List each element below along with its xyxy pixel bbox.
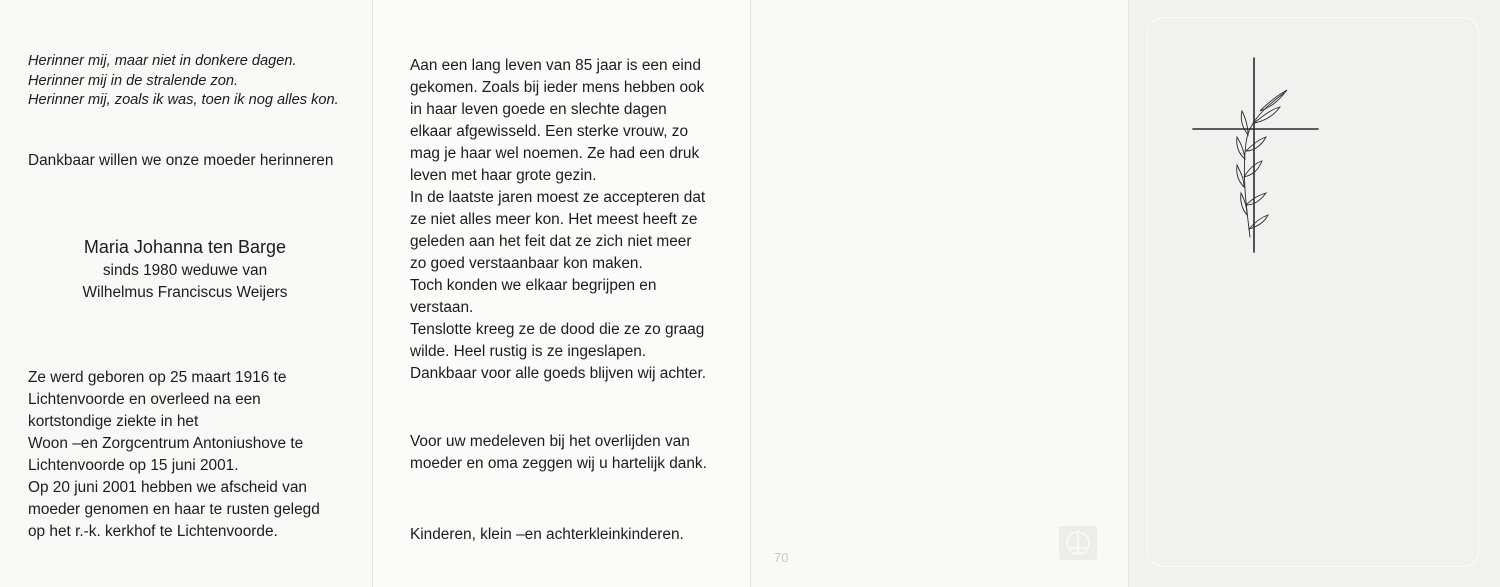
signature-text: Kinderen, klein –en achterkleinkinderen. (410, 526, 684, 543)
tribute-line: In de laatste jaren moest ze accepteren dat (410, 189, 706, 206)
cross-with-olive-branch-icon (1190, 55, 1330, 260)
biography-line: Lichtenvoorde op 15 juni 2001. (28, 457, 239, 474)
tribute-line: gekomen. Zoals bij ieder mens hebben ook (410, 79, 705, 96)
deceased-name: Maria Johanna ten Barge (83, 237, 287, 257)
tribute-line: ze niet alles meer kon. Het meest heeft ze (410, 211, 698, 228)
tribute-line: verstaan. (410, 299, 474, 316)
condolence-line: Voor uw medeleven bij het overlijden van (410, 433, 690, 450)
fold-line (1128, 0, 1129, 587)
blank-panel (750, 0, 1128, 587)
poem-line: Herinner mij in de stralende zon. (28, 72, 239, 89)
biography-line: op het r.-k. kerkhof te Lichtenvoorde. (28, 523, 278, 540)
page-number: 70 (774, 550, 789, 565)
tribute-line: in haar leven goede en slechte dagen (410, 101, 667, 118)
fold-line (372, 0, 373, 587)
biography-line: Lichtenvoorde en overleed na een (28, 391, 261, 408)
tribute-line: elkaar afgewisseld. Een sterke vrouw, zo (410, 123, 689, 140)
tribute-text (410, 55, 706, 385)
poem-line: Herinner mij, zoals ik was, toen ik nog alles kon. (28, 92, 339, 108)
dedication-text: Dankbaar willen we onze moeder herinneren (28, 152, 334, 169)
biography-line: Ze werd geboren op 25 maart 1916 te (28, 369, 287, 386)
spouse-name: Wilhelmus Franciscus Weijers (82, 284, 288, 301)
memorial-poem (28, 52, 339, 111)
condolence-text (410, 431, 707, 475)
tribute-line: Dankbaar voor alle goeds blijven wij achter. (410, 365, 707, 382)
condolence-line: moeder en oma zeggen wij u hartelijk dank. (410, 455, 707, 472)
tribute-line: Toch konden we elkaar begrijpen en (410, 277, 657, 294)
biography-line: Woon –en Zorgcentrum Antoniushove te (28, 435, 304, 452)
fold-line (750, 0, 751, 587)
tribute-line: Aan een lang leven van 85 jaar is een eind (410, 57, 701, 74)
tribute-line: leven met haar grote gezin. (410, 167, 597, 184)
publisher-logo-icon (1059, 526, 1097, 560)
widow-line: sinds 1980 weduwe van (102, 262, 268, 279)
biography-line: moeder genomen en haar te rusten gelegd (28, 501, 320, 518)
biography-line: Op 20 juni 2001 hebben we afscheid van (28, 479, 307, 496)
tribute-line: mag je haar wel noemen. Ze had een druk (410, 145, 700, 162)
poem-line: Herinner mij, maar niet in donkere dagen. (28, 53, 297, 69)
biography (28, 367, 320, 543)
tribute-line: wilde. Heel rustig is ze ingeslapen. (410, 343, 647, 360)
biography-line: kortstondige ziekte in het (28, 413, 199, 430)
tribute-line: Tenslotte kreeg ze de dood die ze zo graag (410, 321, 705, 338)
tribute-line: zo goed verstaanbaar kon maken. (410, 255, 643, 272)
deceased-name-block (20, 234, 350, 304)
left-panel (0, 0, 372, 587)
tribute-line: geleden aan het feit dat ze zich niet meer (410, 233, 692, 250)
